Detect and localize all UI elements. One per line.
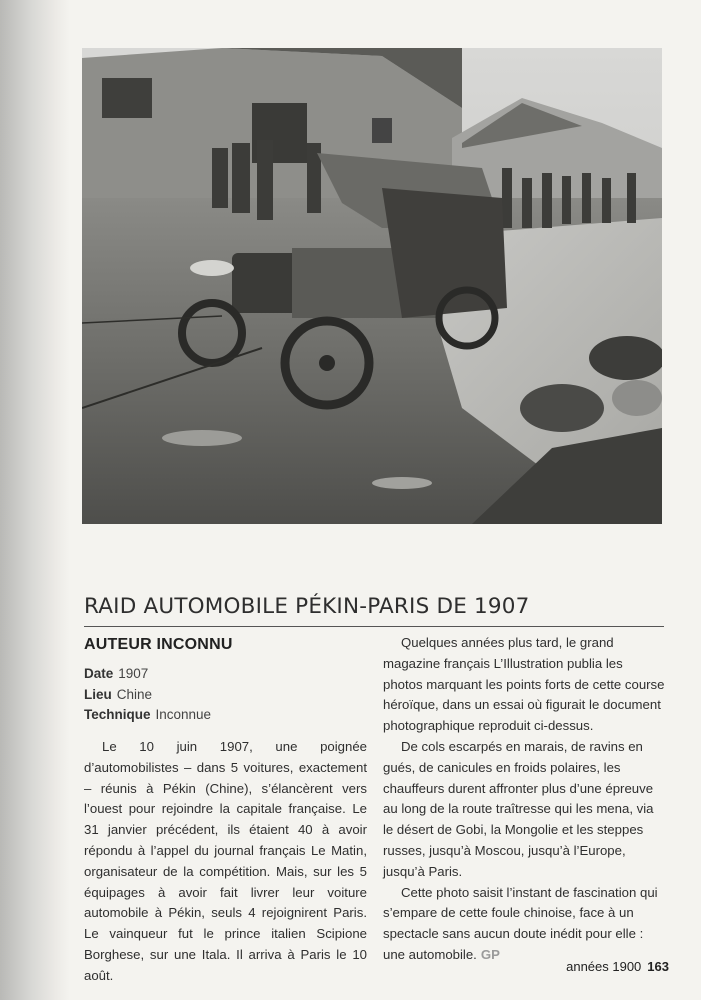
meta-value: 1907 (118, 666, 149, 681)
text-column-right (383, 633, 665, 966)
page-gutter-shadow (0, 0, 70, 1000)
page-number: 163 (647, 959, 669, 974)
paragraph (383, 883, 665, 966)
paragraph: Le 10 juin 1907, une poignée d’automobilistes – dans 5 voitures, exactement – réunis à Pékin (Chine), s’élancèrent vers l’ouest pour rejoindre la capitale française. Le 31 janvier précédent, ils étaient 40 à avoir répondu à l’appel du journal français Le Matin, organisateur de la compétition. Mais, sur les 5 équipages à avoir fait livrer leur voiture automobile à Pékin, seuls 4 rejoignirent Paris. Le vainqueur fut le prince italien Scipione Borghese, sur une Itala. Il arriva à Paris le 10 août. (84, 739, 367, 983)
meta-label: Date (84, 666, 114, 681)
author-heading: AUTEUR INCONNU (84, 636, 233, 653)
meta-value: Inconnue (155, 707, 212, 722)
meta-row-technique (84, 705, 374, 726)
author-signature: GP (480, 946, 500, 962)
meta-row-date (84, 664, 374, 685)
photo-icon (82, 48, 662, 524)
meta-value: Chine (116, 686, 153, 702)
section-label: années 1900 (566, 959, 642, 974)
meta-row-place (84, 685, 374, 706)
page-footer (566, 959, 669, 974)
text-column-left (84, 737, 367, 987)
meta-label: Technique (84, 707, 151, 722)
title-divider (84, 626, 664, 627)
article-title: RAID AUTOMOBILE PÉKIN-PARIS DE 1907 (84, 594, 530, 619)
paragraph: Quelques années plus tard, le grand magazine français L’Illustration publia les photos marquant les points forts de cette course héroïque, dans un essai où figurait le document photographique reproduit ci-dessus. (383, 635, 665, 734)
meta-block (84, 664, 374, 726)
meta-label: Lieu (84, 686, 112, 702)
paragraph: De cols escarpés en marais, de ravins en gués, de canicules en froids polaires, les chauffeurs durent affronter plus d’une épreuve au long de la route traîtresse qui les mena, via le désert de Gobi, la Mongolie et les steppes russes, jusqu’à Moscou, jusqu’à l’Europe, jusqu’à Paris. (383, 738, 654, 879)
historic-photo-car-in-mud (82, 48, 662, 524)
paragraph-text: Cette photo saisit l’instant de fascination qui s’empare de cette foule chinoise, face à un spectacle sans aucun doute inédit pour elle : une automobile. (383, 884, 658, 962)
